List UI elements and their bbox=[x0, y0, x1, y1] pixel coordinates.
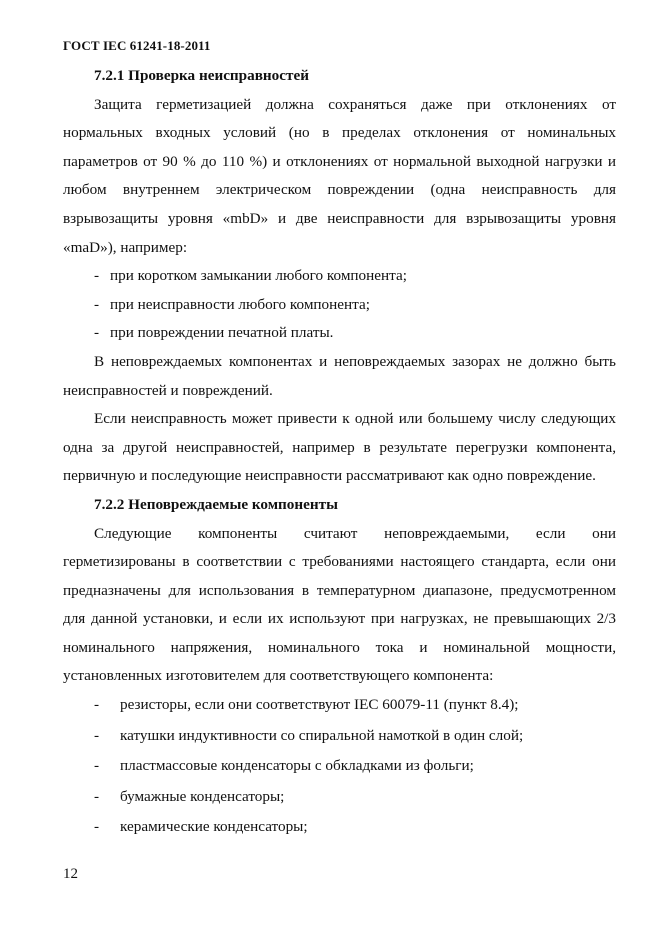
list-item bbox=[63, 691, 616, 720]
paragraph: Защита герметизацией должна сохраняться даже при отклонениях от нормальных входных условий (но в пределах отклонения от номинальных параметров от 90 % до 110 %) и отклонениях от нормальной выходной нагрузки и любом внутреннем электрическом повреждении (одна неисправность для взрывозащиты уровня «mbD» и две неисправности для взрывозащиты уровня «maD»), например: bbox=[63, 95, 616, 256]
list-item-text: при коротком замыкании любого компонента; bbox=[110, 267, 407, 285]
page-number: 12 bbox=[63, 866, 78, 882]
list-marker: - bbox=[94, 324, 100, 342]
list-item-text: бумажные конденсаторы; bbox=[120, 787, 285, 805]
list-item-text: резисторы, если они соответствуют IEC 60079-11 (пункт 8.4); bbox=[120, 696, 519, 714]
standard-header: ГОСТ IEC 61241-18-2011 bbox=[63, 38, 211, 53]
paragraph: В неповреждаемых компонентах и неповреждаемых зазорах не должно быть неисправностей и повреждений. bbox=[63, 352, 616, 399]
page-content bbox=[63, 62, 616, 844]
list-item-text: катушки индуктивности со спиральной намоткой в один слой; bbox=[120, 726, 524, 744]
list-item bbox=[63, 262, 616, 291]
list-marker: - bbox=[94, 295, 100, 313]
fault-list bbox=[63, 262, 616, 348]
list-marker: - bbox=[94, 757, 100, 775]
list-item bbox=[63, 319, 616, 348]
list-item bbox=[63, 291, 616, 320]
list-item bbox=[63, 783, 616, 812]
list-item-text: пластмассовые конденсаторы с обкладками из фольги; bbox=[120, 757, 474, 775]
paragraph: Если неисправность может привести к одной или большему числу следующих одна за другой неисправностей, например в результате перегрузки компонента, первичную и последующие неисправности рассматривают как одно повреждение. bbox=[63, 410, 616, 485]
component-list bbox=[63, 691, 616, 842]
list-marker: - bbox=[94, 818, 100, 836]
section-heading-7-2-1: 7.2.1 Проверка неисправностей bbox=[94, 67, 309, 84]
list-item-text: при повреждении печатной платы. bbox=[110, 324, 334, 342]
list-marker: - bbox=[94, 787, 100, 805]
list-marker: - bbox=[94, 267, 100, 285]
list-marker: - bbox=[94, 696, 100, 714]
list-item-text: керамические конденсаторы; bbox=[120, 818, 308, 836]
list-item-text: при неисправности любого компонента; bbox=[110, 295, 370, 313]
section-heading-7-2-2: 7.2.2 Неповреждаемые компоненты bbox=[94, 495, 338, 513]
paragraph: Следующие компоненты считают неповреждаемыми, если они герметизированы в соответствии с требованиями настоящего стандарта, если они предназначены для использования в температурном диапазоне, предусмотренном для данной установки, и если их используют при нагрузках, не превышающих 2/3 номинального напряжения, номинального тока и номинальной мощности, установленных изготовителем для соответствующего компонента: bbox=[63, 524, 616, 685]
list-item bbox=[63, 813, 616, 842]
list-item bbox=[63, 722, 616, 751]
list-marker: - bbox=[94, 726, 100, 744]
list-item bbox=[63, 752, 616, 781]
